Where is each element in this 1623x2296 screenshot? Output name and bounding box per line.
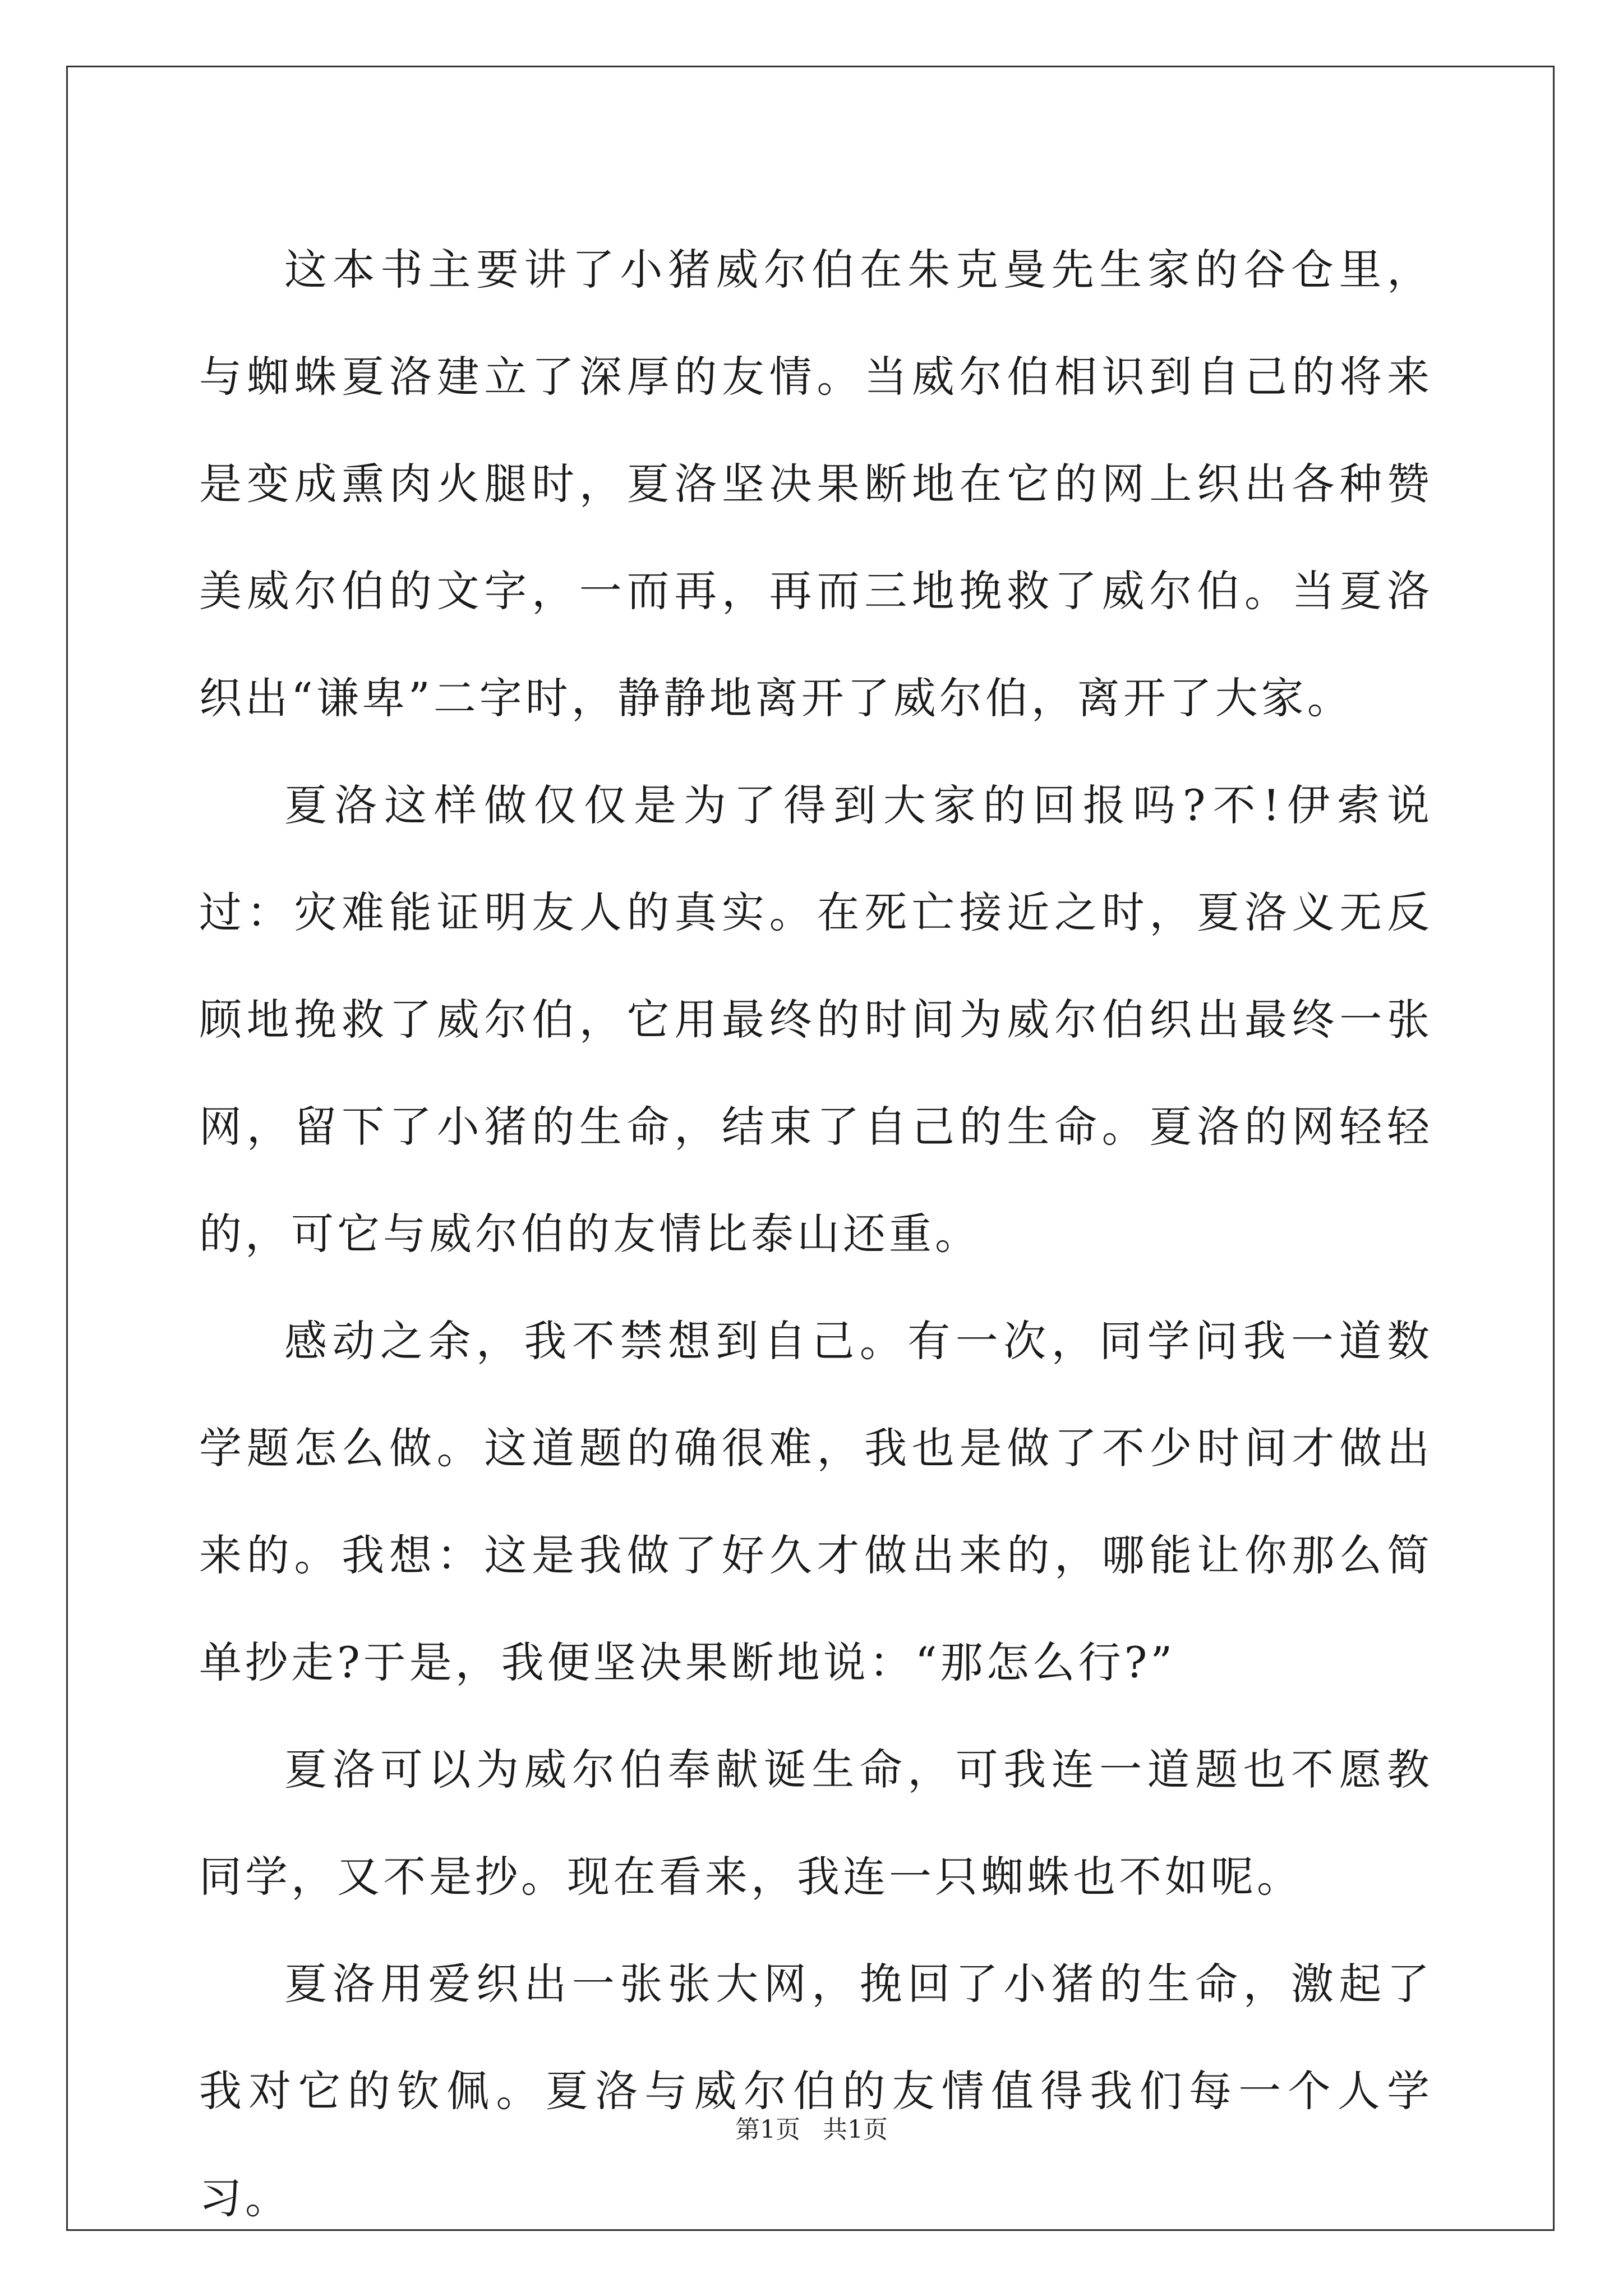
document-body xyxy=(199,216,1433,2252)
page-number: 第1页 xyxy=(735,2115,800,2144)
paragraph-4: 夏洛可以为威尔伯奉献诞生命，可我连一道题也不愿教同学，又不是抄。现在看来，我连一只蜘蛛也不如呢。 xyxy=(199,1745,1433,1902)
paragraph-1: 这本书主要讲了小猪威尔伯在朱克曼先生家的谷仓里，与蜘蛛夏洛建立了深厚的友情。当威尔伯相识到自己的将来是变成熏肉火腿时，夏洛坚决果断地在它的网上织出各种赞美威尔伯的文字，一而再，再而三地挽救了威尔伯。当夏洛织出“谦卑”二字时，静静地离开了威尔伯，离开了大家。 xyxy=(199,245,1433,723)
page-total: 共1页 xyxy=(823,2115,888,2144)
paragraph-2: 夏洛这样做仅仅是为了得到大家的回报吗?不!伊索说过：灾难能证明友人的真实。在死亡接近之时，夏洛义无反顾地挽救了威尔伯，它用最终的时间为威尔伯织出最终一张网，留下了小猪的生命，结束了自己的生命。夏洛的网轻轻的，可它与威尔伯的友情比泰山还重。 xyxy=(199,780,1433,1259)
page-footer xyxy=(0,2109,1623,2145)
paragraph-5: 夏洛用爱织出一张张大网，挽回了小猪的生命，激起了我对它的钦佩。夏洛与威尔伯的友情值得我们每一个人学习。 xyxy=(199,1959,1433,2223)
paragraph-3: 感动之余，我不禁想到自己。有一次，同学问我一道数学题怎么做。这道题的确很难，我也是做了不少时间才做出来的。我想：这是我做了好久才做出来的，哪能让你那么简单抄走?于是，我便坚决果断地说：“那怎么行?” xyxy=(199,1316,1433,1687)
